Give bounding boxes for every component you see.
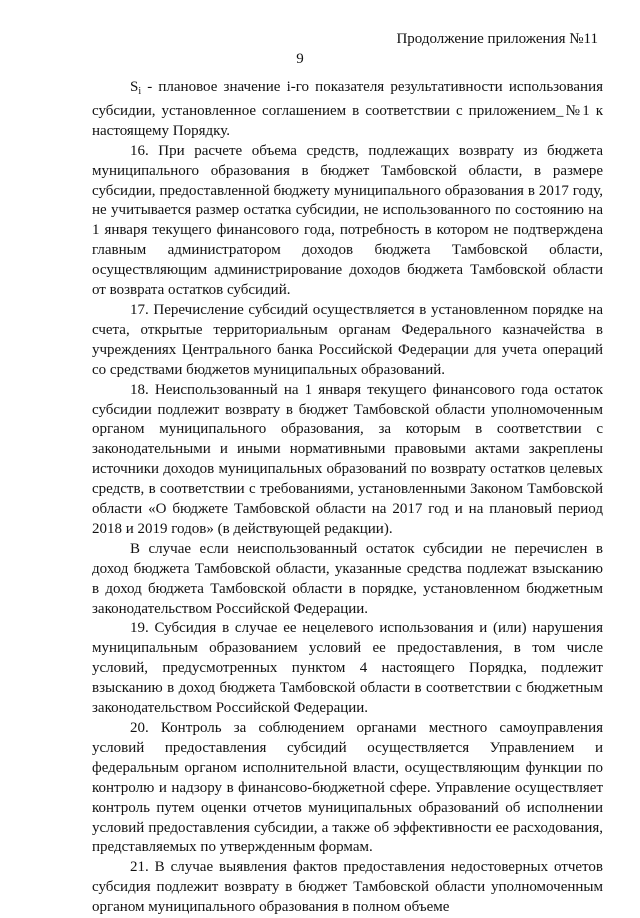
formula-text: - плановое значение i-го показателя результативности использования субсидии, установленное соглашением в соответствии с приложением_№1 к настоящему Порядку.	[92, 79, 603, 139]
document-body	[92, 78, 603, 918]
formula-subscript: i	[138, 86, 142, 97]
paragraph-18-continuation: В случае если неиспользованный остаток субсидии не перечислен в доход бюджета Тамбовской области, указанные средства подлежат взысканию в доход бюджета Тамбовской области в порядке, установленном бюджетным законодательством Российской Федерации.	[92, 540, 603, 617]
page-number: 9	[296, 51, 304, 67]
paragraph-19: 19. Субсидия в случае ее нецелевого использования и (или) нарушения муниципальным образованием условий ее предоставления, в том числе условий, предусмотренных пунктом 4 настоящего Порядка, подлежит взысканию в доход бюджета Тамбовской области в соответствии с бюджетным законодательством Российской Федерации.	[92, 620, 603, 717]
paragraph-20: 20. Контроль за соблюдением органами местного самоуправления условий предоставления субсидий осуществляется Управлением и федеральным органом исполнительной власти, осуществляющим функции по контролю и надзору в финансово-бюджетной сфере. Управление осуществляет контроль путем оценки отчетов муниципальных образований об исполнении условий предоставления субсидии, а также об эффективности ее расходования, представляемых по утвержденным формам.	[92, 720, 603, 856]
formula-symbol: S	[130, 79, 139, 95]
paragraph-17: 17. Перечисление субсидий осуществляется в установленном порядке на счета, открытые территориальным органам Федерального казначейства в учреждениях Центрального банка Российской Федерации для учета операций со средствами бюджетов муниципальных образований.	[92, 301, 603, 378]
formula-definition-paragraph	[92, 78, 603, 142]
paragraph-21: 21. В случае выявления фактов предоставления недостоверных отчетов субсидия подлежит возврату в бюджет Тамбовской области уполномоченным органом муниципального образования в полном объеме	[92, 859, 603, 916]
appendix-continuation-note: Продолжение приложения №11	[396, 31, 598, 47]
paragraph-18: 18. Неиспользованный на 1 января текущего финансового года остаток субсидии подлежит возврату в бюджет Тамбовской области уполномоченным органом муниципального образования, за которым в соответствии с законодательными и иными нормативными правовыми актами закреплены источники доходов муниципальных образований по возврату остатков целевых средств, в соответствии с требованиями, установленными Законом Тамбовской области «О бюджете Тамбовской области на 2017 год и на плановый период 2018 и 2019 годов» (в действующей редакции).	[92, 381, 603, 537]
paragraph-16: 16. При расчете объема средств, подлежащих возврату из бюджета муниципального образования в бюджет Тамбовской области, в размере субсидии, предоставленной бюджету муниципального образования в 2017 году, не учитывается размер остатка субсидии, не использованного по состоянию на 1 января текущего финансового года, потребность в котором не подтверждена главным администратором доходов бюджета Тамбовской области, осуществляющим администрирование доходов бюджета Тамбовской области от возврата остатков субсидий.	[92, 142, 603, 299]
